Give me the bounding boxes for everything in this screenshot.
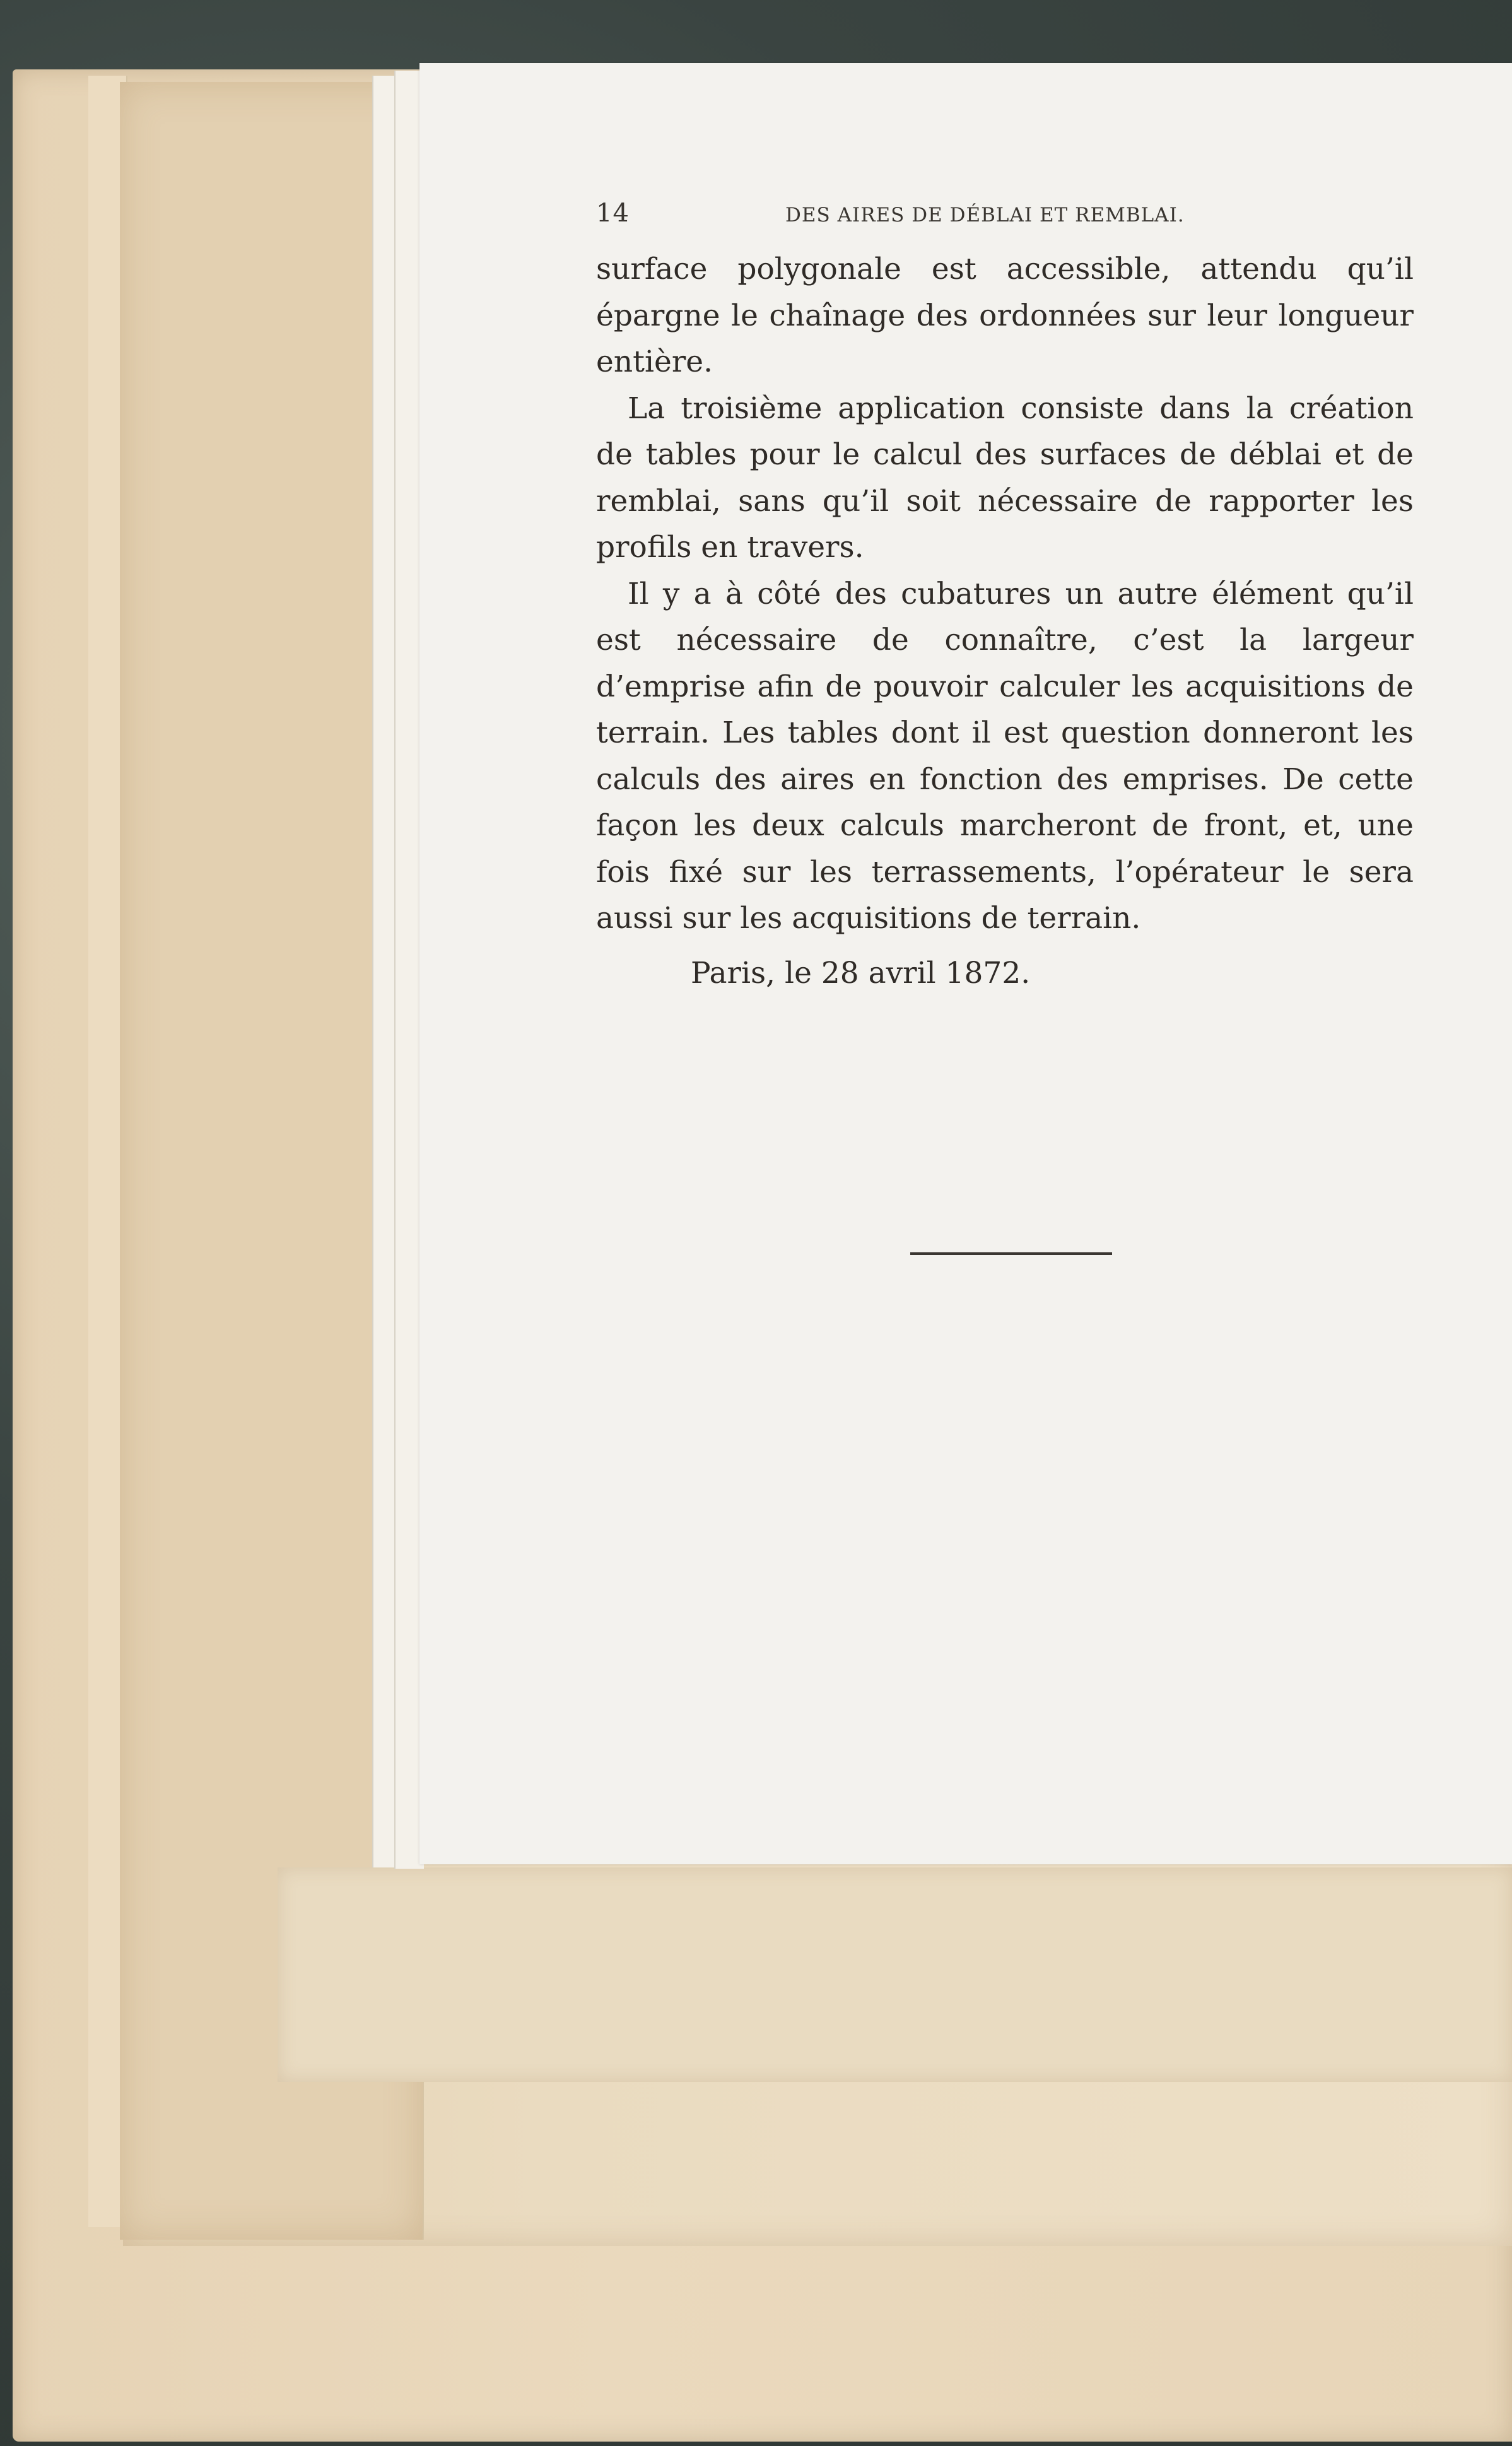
page-header — [596, 199, 1416, 230]
dateline: Paris, le 28 avril 1872. — [691, 956, 1031, 991]
running-title: DES AIRES DE DÉBLAI ET REMBLAI. — [785, 204, 1185, 226]
body-text — [596, 246, 1414, 942]
paragraph: surface polygonale est accessible, attendu qu’il épargne le chaînage des ordonnées sur leur longueur entière. — [596, 252, 1414, 379]
closing-rule — [910, 1252, 1112, 1255]
paragraph: Il y a à côté des cubatures un autre élément qu’il est nécessaire de connaître, c’est la largeur d’emprise afin de pouvoir calculer les acquisitions de terrain. Les tables dont il est question donneront les calculs des aires en fonction des emprises. De cette façon les deux calculs marcheront de front, et, une fois fixé sur les terrassements, l’opérateur le sera aussi sur les acquisitions de terrain. — [596, 576, 1414, 936]
page-number: 14 — [596, 199, 630, 228]
book-page — [419, 63, 1512, 1864]
paragraph: La troisième application consiste dans la création de tables pour le calcul des surfaces de déblai et de remblai, sans qu’il soit nécessaire de rapporter les profils en travers. — [596, 391, 1414, 565]
underlying-sheet-band — [278, 1867, 1512, 2082]
